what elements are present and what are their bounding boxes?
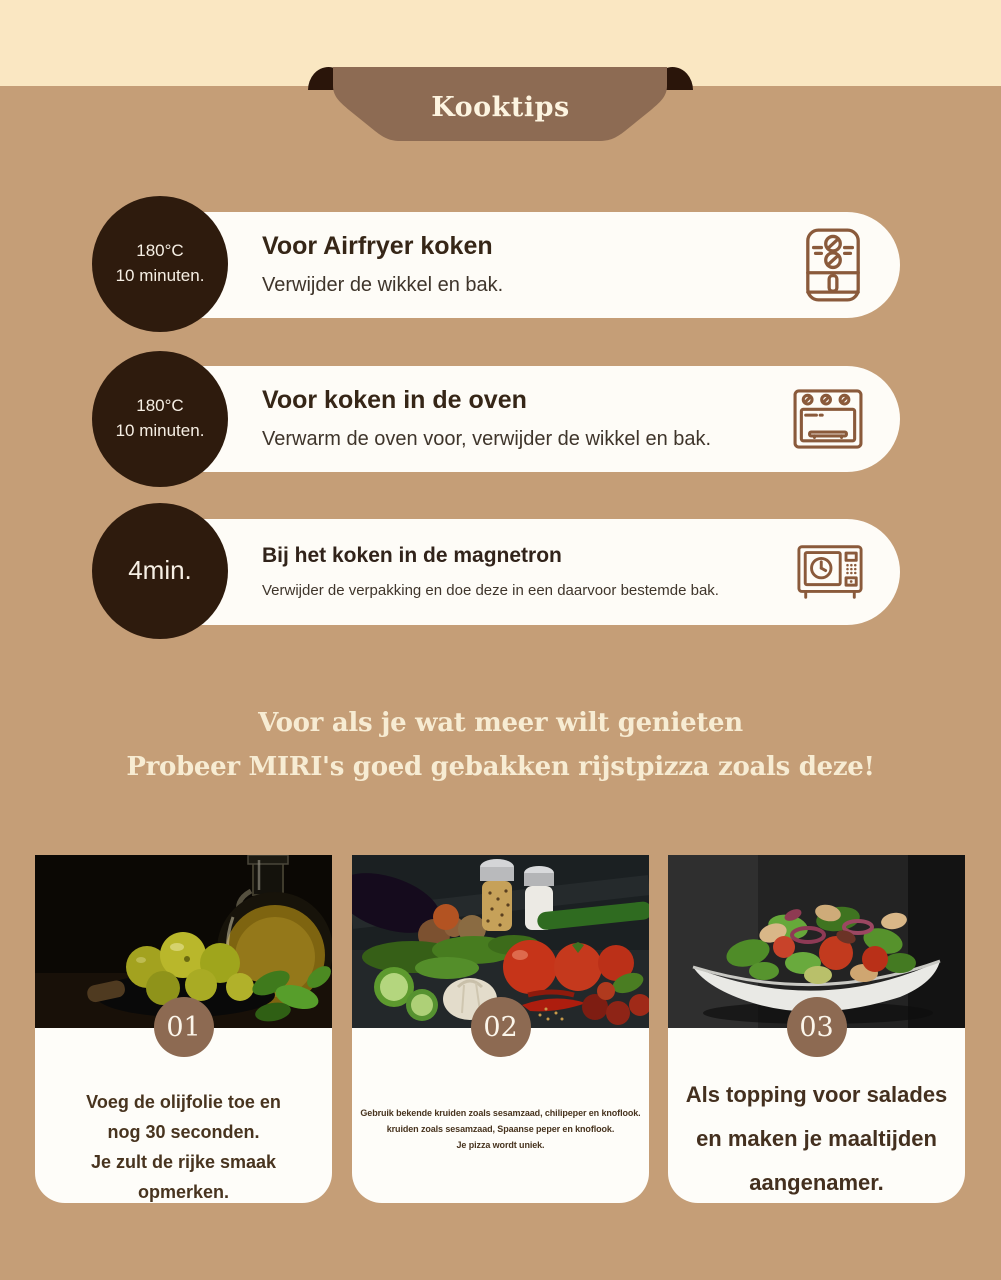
promo-line-2: Probeer MIRI's goed gebakken rijstpizza zoals deze!	[126, 752, 875, 782]
step-title: Voor koken in de oven	[262, 386, 527, 415]
badge-duration: 10 minuten.	[115, 421, 205, 440]
step-badge-microwave	[92, 503, 228, 639]
badge-duration: 10 minuten.	[115, 266, 205, 285]
oven-icon	[792, 388, 864, 450]
airfryer-icon	[802, 225, 864, 305]
tip-number-badge: 02	[471, 997, 531, 1057]
step-title: Bij het koken in de magnetron	[262, 544, 562, 568]
step-card-oven	[150, 366, 900, 472]
tip-card-spices	[352, 855, 649, 1203]
promo-line-1: Voor als je wat meer wilt genieten	[258, 708, 743, 738]
badge-duration: 4min.	[128, 555, 192, 586]
tip-card-salad	[668, 855, 965, 1203]
step-title: Voor Airfryer koken	[262, 232, 493, 261]
badge-temperature: 180°C	[136, 396, 184, 416]
tip-card-olive-oil	[35, 855, 332, 1203]
step-description: Verwijder de wikkel en bak.	[262, 273, 504, 296]
tip-caption: Voeg de olijfolie toe en nog 30 seconden. Je zult de rijke smaak opmerken.	[86, 1092, 281, 1202]
tip-caption: Gebruik bekende kruiden zoals sesamzaad, chilipeper en knoflook. kruiden zoals sesamzaad, Spaanse peper en knoflook. Je pizza wordt uniek.	[360, 1108, 641, 1150]
step-description: Verwijder de verpakking en doe deze in een daarvoor bestemde bak.	[262, 582, 719, 600]
tip-number-badge: 03	[787, 997, 847, 1057]
page-title: Kooktips	[431, 92, 570, 123]
step-description: Verwarm de oven voor, verwijder de wikkel en bak.	[262, 427, 712, 450]
step-card-microwave	[150, 519, 900, 625]
step-badge-airfryer	[92, 196, 228, 332]
badge-temperature: 180°C	[136, 241, 184, 261]
tip-number-badge: 01	[154, 997, 214, 1057]
step-card-airfryer	[150, 212, 900, 318]
tip-caption: Als topping voor salades en maken je maaltijden aangenamer.	[685, 1082, 948, 1195]
microwave-icon	[796, 543, 864, 601]
step-badge-oven	[92, 351, 228, 487]
